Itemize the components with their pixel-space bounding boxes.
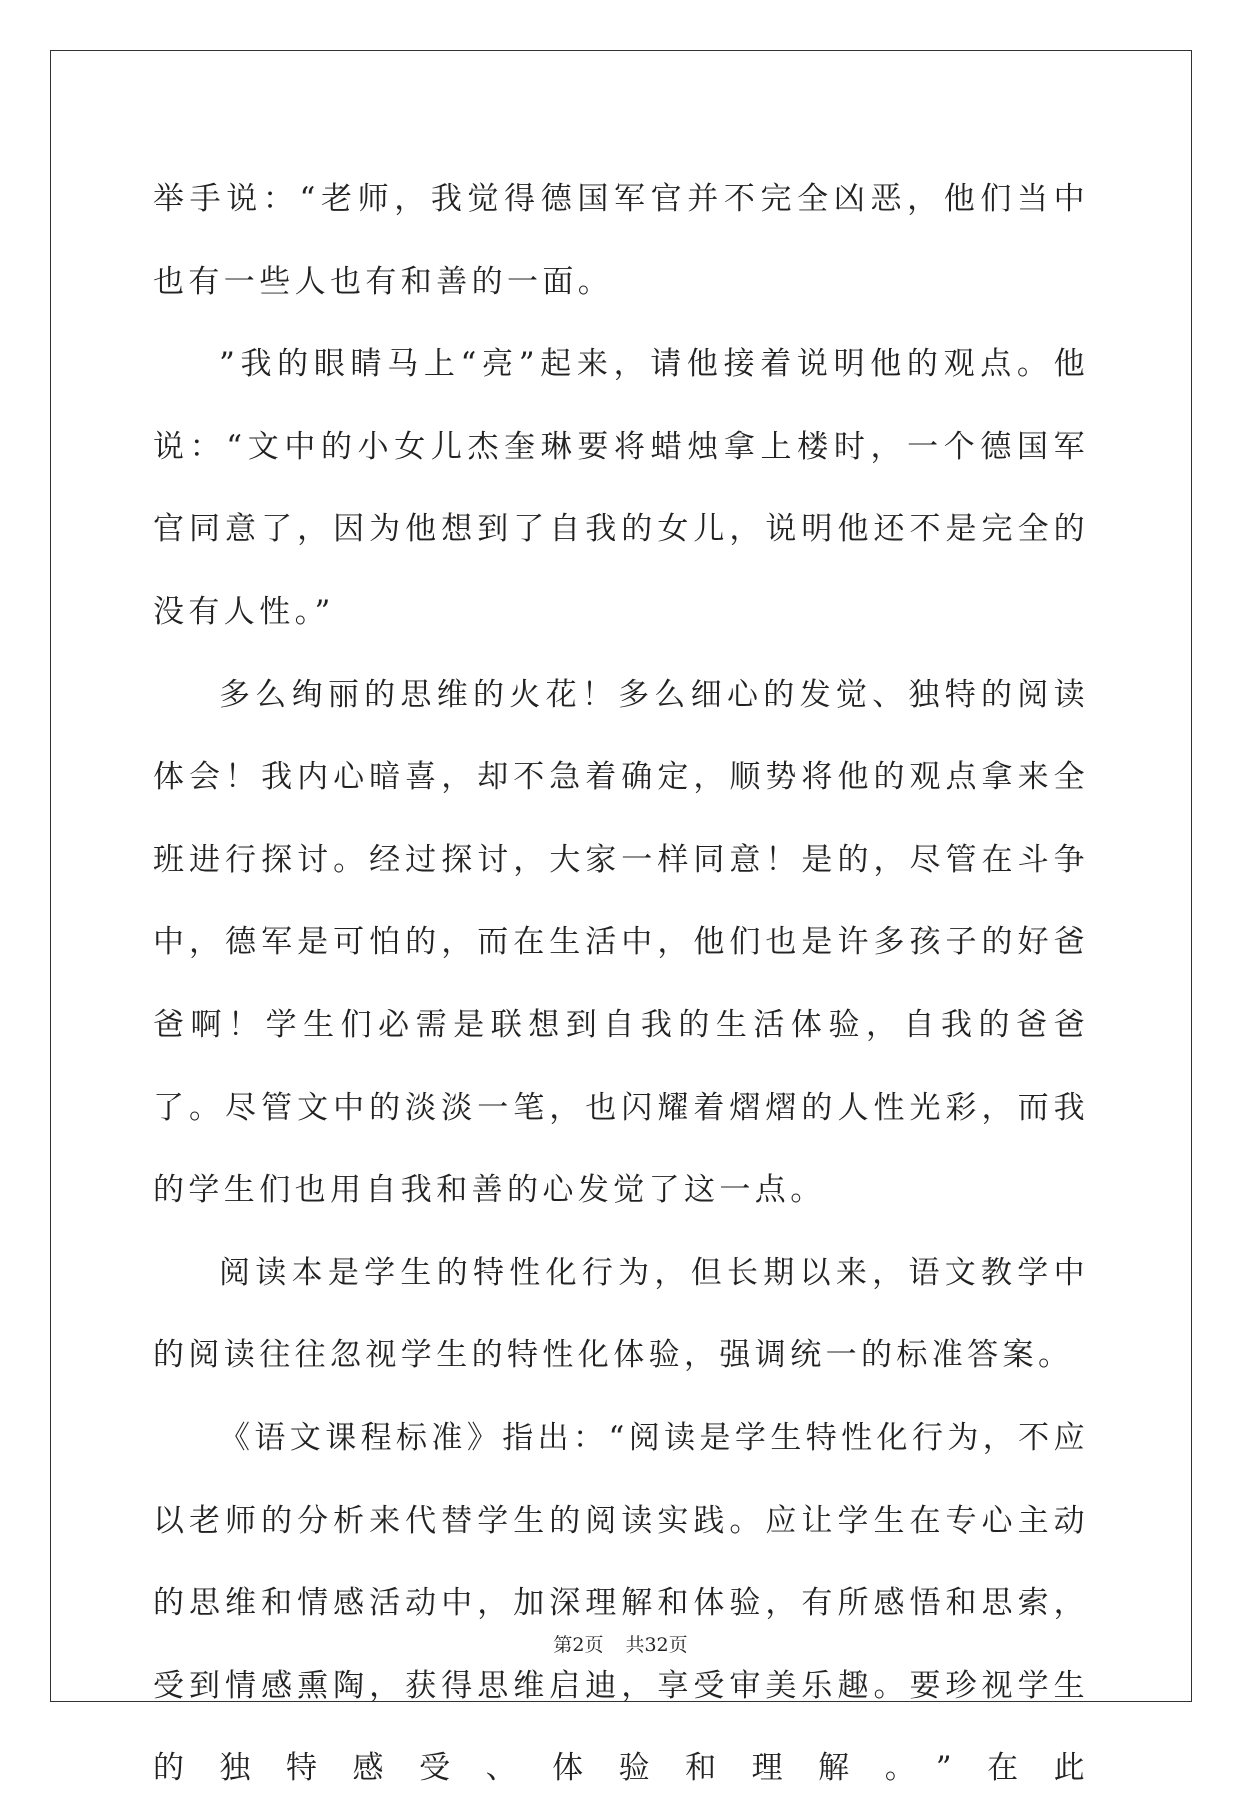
paragraph-5: 《语文课程标准》指出：“阅读是学生特性化行为，不应以老师的分析来代替学生的阅读实践。应让学生在专心主动的思维和情感活动中，加深理解和体验，有所感悟和思索，受到情感熏陶，获得思维启迪，享受审美乐趣。要珍视学生的独特感受、体验和理解。”在此 <box>153 1419 1089 1787</box>
paragraph-4: 阅读本是学生的特性化行为，但长期以来，语文教学中的阅读往往忽视学生的特性化体验，强调统一的标准答案。 <box>153 1254 1089 1374</box>
page-footer <box>0 1630 1241 1657</box>
paragraph-1: 举手说：“老师，我觉得德国军官并不完全凶恶，他们当中也有一些人也有和善的一面。 <box>153 181 1089 300</box>
page-total: 共32页 <box>625 1634 688 1656</box>
paragraph-3: 多么绚丽的思维的火花！多么细心的发觉、独特的阅读体会！我内心暗喜，却不急着确定，顺势将他的观点拿来全班进行探讨。经过探讨，大家一样同意！是的，尽管在斗争中，德军是可怕的，而在生活中，他们也是许多孩子的好爸爸啊！学生们必需是联想到自我的生活体验，自我的爸爸了。尽管文中的淡淡一笔，也闪耀着熠熠的人性光彩，而我的学生们也用自我和善的心发觉了这一点。 <box>153 676 1089 1209</box>
page-number: 第2页 <box>553 1634 604 1656</box>
document-body <box>153 158 1089 1810</box>
paragraph-2: ”我的眼睛马上“亮”起来，请他接着说明他的观点。他说：“文中的小女儿杰奎琳要将蜡烛拿上楼时，一个德国军官同意了，因为他想到了自我的女儿，说明他还不是完全的没有人性。” <box>153 346 1089 630</box>
